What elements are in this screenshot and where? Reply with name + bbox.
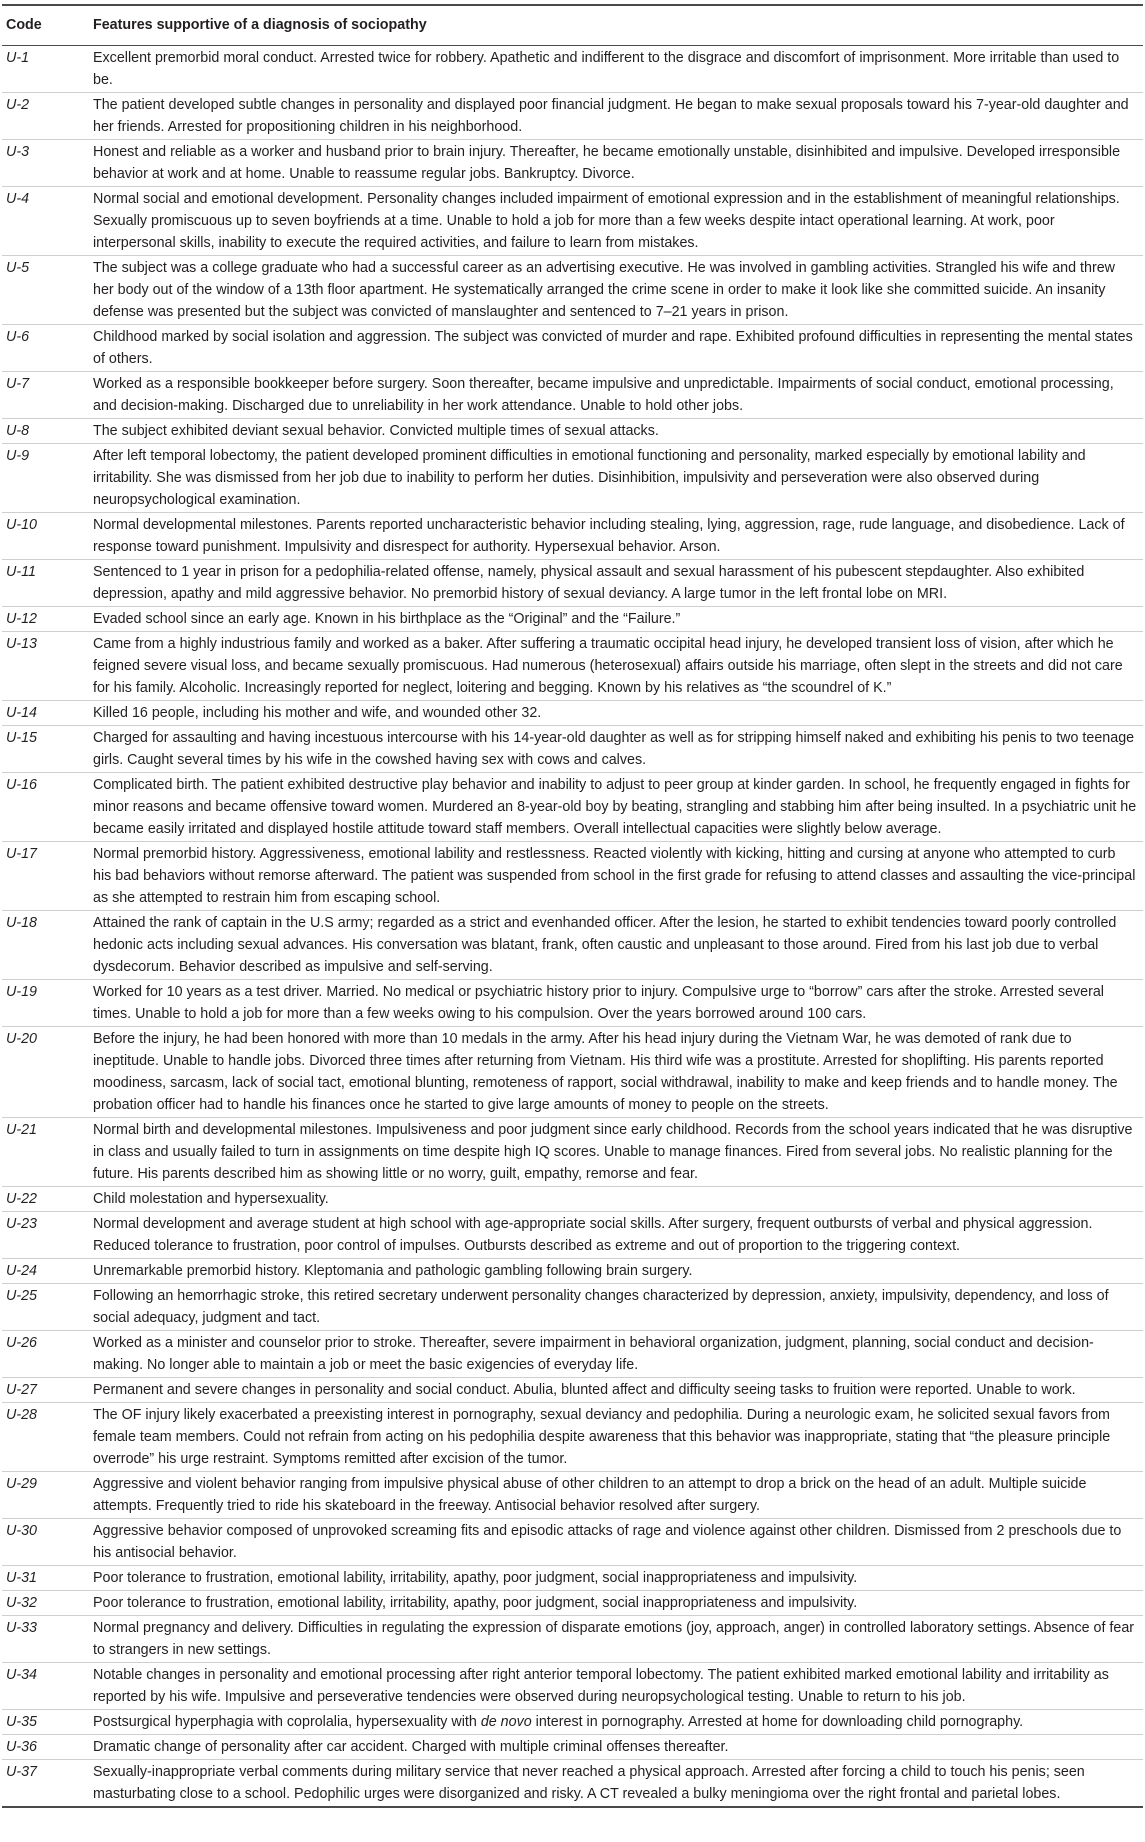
row-code: U-35 [2, 1710, 89, 1735]
row-features: Before the injury, he had been honored with more than 10 medals in the army. After his head injury during the Vietnam War, he was demoted of rank due to ineptitude. Unable to handle jobs. Divorced three times after returning from Vietnam. His third wife was a prostitute. Arrested for shoplifting. His parents reported moodiness, sarcasm, lack of social tact, emotional blunting, remoteness of rapport, social withdrawal, inability to make and keep friends and to handle money. The probation officer had to handle his finances once he started to give large amounts of money to people on the streets. [89, 1027, 1143, 1118]
row-code: U-37 [2, 1760, 89, 1808]
row-features: Evaded school since an early age. Known in his birthplace as the “Original” and the “Failure.” [89, 607, 1143, 632]
row-features: Normal birth and developmental milestones. Impulsiveness and poor judgment since early childhood. Records from the school years indicated that he was disruptive in class and usually failed to turn in assignments on time despite high IQ scores. Unable to manage finances. Fired from several jobs. No realistic planning for the future. His parents described him as showing little or no worry, guilt, empathy, remorse and fear. [89, 1118, 1143, 1187]
row-code: U-27 [2, 1378, 89, 1403]
row-features: Following an hemorrhagic stroke, this retired secretary underwent personality changes characterized by depression, anxiety, impulsivity, dependency, and loss of social adequacy, judgment and tact. [89, 1284, 1143, 1331]
row-code: U-32 [2, 1591, 89, 1616]
row-code: U-21 [2, 1118, 89, 1187]
table-row [2, 842, 1143, 911]
row-features: Worked for 10 years as a test driver. Married. No medical or psychiatric history prior to injury. Compulsive urge to “borrow” cars after the stroke. Arrested several times. Unable to hold a job for more than a few weeks owing to his compulsion. Over the years borrowed around 100 cars. [89, 980, 1143, 1027]
table-row [2, 1519, 1143, 1566]
row-features: Honest and reliable as a worker and husband prior to brain injury. Thereafter, he became emotionally unstable, disinhibited and impulsive. Developed irresponsible behavior at work and at home. Unable to reassume regular jobs. Bankruptcy. Divorce. [89, 140, 1143, 187]
row-code: U-25 [2, 1284, 89, 1331]
row-code: U-33 [2, 1616, 89, 1663]
row-code: U-34 [2, 1663, 89, 1710]
row-features: Sexually-inappropriate verbal comments during military service that never reached a physical approach. Arrested after forcing a child to touch his penis; seen masturbating close to a school. Pedophilic urges were disorganized and risky. A CT revealed a bulky meningioma over the right frontal and parietal lobes. [89, 1760, 1143, 1808]
row-code: U-17 [2, 842, 89, 911]
row-code: U-22 [2, 1187, 89, 1212]
table-row [2, 256, 1143, 325]
row-code: U-23 [2, 1212, 89, 1259]
table-row [2, 93, 1143, 140]
row-code: U-14 [2, 701, 89, 726]
table-row [2, 1118, 1143, 1187]
table-row [2, 980, 1143, 1027]
table-row [2, 632, 1143, 701]
sociopathy-features-table [2, 4, 1143, 1808]
row-code: U-1 [2, 46, 89, 93]
row-features: Childhood marked by social isolation and aggression. The subject was convicted of murder and rape. Exhibited profound difficulties in representing the mental states of others. [89, 325, 1143, 372]
row-code: U-5 [2, 256, 89, 325]
table-row [2, 1378, 1143, 1403]
row-code: U-16 [2, 773, 89, 842]
header-row [2, 5, 1143, 46]
row-features: Poor tolerance to frustration, emotional lability, irritability, apathy, poor judgment, social inappropriateness and impulsivity. [89, 1566, 1143, 1591]
table-row [2, 1710, 1143, 1735]
row-code: U-3 [2, 140, 89, 187]
row-features: Sentenced to 1 year in prison for a pedophilia-related offense, namely, physical assault and sexual harassment of his pubescent stepdaughter. Also exhibited depression, apathy and mild aggressive behavior. No premorbid history of sexual deviancy. A large tumor in the left frontal lobe on MRI. [89, 560, 1143, 607]
row-code: U-31 [2, 1566, 89, 1591]
row-features: Worked as a responsible bookkeeper before surgery. Soon thereafter, became impulsive and unpredictable. Impairments of social conduct, emotional processing, and decision-making. Discharged due to unreliability in her work attendance. Unable to hold other jobs. [89, 372, 1143, 419]
row-features: Normal developmental milestones. Parents reported uncharacteristic behavior including stealing, lying, aggression, rage, rude language, and disobedience. Lack of response toward punishment. Impulsivity and disrespect for authority. Hypersexual behavior. Arson. [89, 513, 1143, 560]
row-code: U-15 [2, 726, 89, 773]
row-code: U-6 [2, 325, 89, 372]
row-features: Excellent premorbid moral conduct. Arrested twice for robbery. Apathetic and indifferent to the disgrace and discomfort of imprisonment. More irritable than used to be. [89, 46, 1143, 93]
table-row [2, 1663, 1143, 1710]
table-row [2, 140, 1143, 187]
row-features: Complicated birth. The patient exhibited destructive play behavior and inability to adjust to peer group at kinder garden. In school, he frequently engaged in fights for minor reasons and became offensive toward women. Murdered an 8-year-old boy by beating, strangling and stabbing him after being insulted. In a psychiatric unit he became easily irritated and displayed hostile attitude toward staff members. Overall intellectual capacities were slightly below average. [89, 773, 1143, 842]
row-features: Notable changes in personality and emotional processing after right anterior temporal lobectomy. The patient exhibited marked emotional lability and irritability as reported by his wife. Impulsive and perseverative tendencies were observed during neuropsychological testing. Unable to return to his job. [89, 1663, 1143, 1710]
row-features: The subject was a college graduate who had a successful career as an advertising executive. He was involved in gambling activities. Strangled his wife and threw her body out of the window of a 13th floor apartment. He systematically arranged the crime scene in order to make it look like she committed suicide. An insanity defense was presented but the subject was convicted of manslaughter and sentenced to 7–21 years in prison. [89, 256, 1143, 325]
table-row [2, 1027, 1143, 1118]
row-code: U-9 [2, 444, 89, 513]
table-row [2, 1760, 1143, 1808]
table-row [2, 1259, 1143, 1284]
row-code: U-4 [2, 187, 89, 256]
row-features: The OF injury likely exacerbated a preexisting interest in pornography, sexual deviancy and pedophilia. During a neurologic exam, he solicited sexual favors from female team members. Could not refrain from acting on his pedophilia despite awareness that this behavior was inappropriate, stating that “the pleasure principle overrode” his urge restraint. Symptoms remitted after excision of the tumor. [89, 1403, 1143, 1472]
row-code: U-11 [2, 560, 89, 607]
table-row [2, 911, 1143, 980]
table-row [2, 372, 1143, 419]
table-row [2, 325, 1143, 372]
table-row [2, 419, 1143, 444]
row-features: Normal development and average student at high school with age-appropriate social skills. After surgery, frequent outbursts of verbal and physical aggression. Reduced tolerance to frustration, poor control of impulses. Outbursts described as extreme and out of proportion to the triggering context. [89, 1212, 1143, 1259]
row-code: U-10 [2, 513, 89, 560]
row-features: Charged for assaulting and having incestuous intercourse with his 14-year-old daughter as well as for stripping himself naked and exhibiting his penis to two teenage girls. Caught several times by his wife in the cowshed having sex with cows and calves. [89, 726, 1143, 773]
table-row [2, 1284, 1143, 1331]
header-features: Features supportive of a diagnosis of sociopathy [89, 5, 1143, 46]
row-features: Killed 16 people, including his mother and wife, and wounded other 32. [89, 701, 1143, 726]
row-features: The subject exhibited deviant sexual behavior. Convicted multiple times of sexual attacks. [89, 419, 1143, 444]
table-row [2, 1472, 1143, 1519]
table-row [2, 1591, 1143, 1616]
table-row [2, 1735, 1143, 1760]
row-features: Poor tolerance to frustration, emotional lability, irritability, apathy, poor judgment, social inappropriateness and impulsivity. [89, 1591, 1143, 1616]
row-features: Came from a highly industrious family and worked as a baker. After suffering a traumatic occipital head injury, he developed transient loss of vision, after which he feigned severe visual loss, and became sexually promiscuous. Had numerous (heterosexual) affairs outside his marriage, often slept in the streets and did not care for his family. Alcoholic. Increasingly reported for neglect, loitering and begging. Known by his relatives as “the scoundrel of K.” [89, 632, 1143, 701]
row-features: Child molestation and hypersexuality. [89, 1187, 1143, 1212]
row-code: U-19 [2, 980, 89, 1027]
table-row [2, 46, 1143, 93]
table-row [2, 1212, 1143, 1259]
row-features: Attained the rank of captain in the U.S army; regarded as a strict and evenhanded officer. After the lesion, he started to exhibit tendencies toward poorly controlled hedonic acts including sexual advances. His conversation was blatant, frank, often caustic and unpleasant to those around. Fired from his last job due to verbal dysdecorum. Behavior described as impulsive and self-serving. [89, 911, 1143, 980]
table-row [2, 701, 1143, 726]
table-row [2, 560, 1143, 607]
table-row [2, 444, 1143, 513]
row-features: Permanent and severe changes in personality and social conduct. Abulia, blunted affect and difficulty seeing tasks to fruition were reported. Unable to work. [89, 1378, 1143, 1403]
latin-term: de novo [480, 1714, 532, 1730]
table-row [2, 513, 1143, 560]
row-features: Worked as a minister and counselor prior to stroke. Thereafter, severe impairment in behavioral organization, judgment, planning, social conduct and decision-making. No longer able to maintain a job or meet the basic exigencies of everyday life. [89, 1331, 1143, 1378]
table-row [2, 607, 1143, 632]
row-features: Unremarkable premorbid history. Kleptomania and pathologic gambling following brain surgery. [89, 1259, 1143, 1284]
table-row [2, 726, 1143, 773]
table-header [2, 5, 1143, 46]
table-row [2, 1566, 1143, 1591]
row-code: U-18 [2, 911, 89, 980]
row-code: U-29 [2, 1472, 89, 1519]
table-row [2, 1187, 1143, 1212]
table-body [2, 46, 1143, 1808]
row-features: Normal premorbid history. Aggressiveness, emotional lability and restlessness. Reacted violently with kicking, hitting and cursing at anyone who attempted to curb his bad behaviors without remorse afterward. The patient was suspended from school in the first grade for refusing to attend classes and assaulting the vice-principal as she attempted to restrain him from escaping school. [89, 842, 1143, 911]
row-code: U-36 [2, 1735, 89, 1760]
table-row [2, 187, 1143, 256]
table-row [2, 1403, 1143, 1472]
row-features: Aggressive and violent behavior ranging from impulsive physical abuse of other children to an attempt to drop a brick on the head of an adult. Multiple suicide attempts. Frequently tried to ride his skateboard in the freeway. Antisocial behavior resolved after surgery. [89, 1472, 1143, 1519]
row-features: After left temporal lobectomy, the patient developed prominent difficulties in emotional functioning and personality, marked especially by emotional lability and irritability. She was dismissed from her job due to inability to perform her duties. Disinhibition, impulsivity and perseveration were also observed during neuropsychological examination. [89, 444, 1143, 513]
row-code: U-24 [2, 1259, 89, 1284]
row-code: U-20 [2, 1027, 89, 1118]
row-features: The patient developed subtle changes in personality and displayed poor financial judgment. He began to make sexual proposals toward his 7-year-old daughter and her friends. Arrested for propositioning children in his neighborhood. [89, 93, 1143, 140]
row-code: U-28 [2, 1403, 89, 1472]
row-features: Normal social and emotional development. Personality changes included impairment of emotional expression and in the establishment of meaningful relationships. Sexually promiscuous up to seven boyfriends at a time. Unable to hold a job for more than a few weeks despite intact operational learning. At work, poor interpersonal skills, inability to execute the required activities, and failure to learn from mistakes. [89, 187, 1143, 256]
table-row [2, 1331, 1143, 1378]
row-code: U-12 [2, 607, 89, 632]
row-features: Dramatic change of personality after car accident. Charged with multiple criminal offenses thereafter. [89, 1735, 1143, 1760]
table-row [2, 1616, 1143, 1663]
row-code: U-7 [2, 372, 89, 419]
row-code: U-30 [2, 1519, 89, 1566]
row-code: U-8 [2, 419, 89, 444]
header-code: Code [2, 5, 89, 46]
row-features: Normal pregnancy and delivery. Difficulties in regulating the expression of disparate emotions (joy, approach, anger) in controlled laboratory settings. Absence of fear to strangers in new settings. [89, 1616, 1143, 1663]
table-row [2, 773, 1143, 842]
row-features: Aggressive behavior composed of unprovoked screaming fits and episodic attacks of rage and violence against other children. Dismissed from 2 preschools due to his antisocial behavior. [89, 1519, 1143, 1566]
row-code: U-13 [2, 632, 89, 701]
row-code: U-26 [2, 1331, 89, 1378]
row-code: U-2 [2, 93, 89, 140]
row-features: Postsurgical hyperphagia with coprolalia, hypersexuality with de novo interest in pornography. Arrested at home for downloading child pornography. [89, 1710, 1143, 1735]
